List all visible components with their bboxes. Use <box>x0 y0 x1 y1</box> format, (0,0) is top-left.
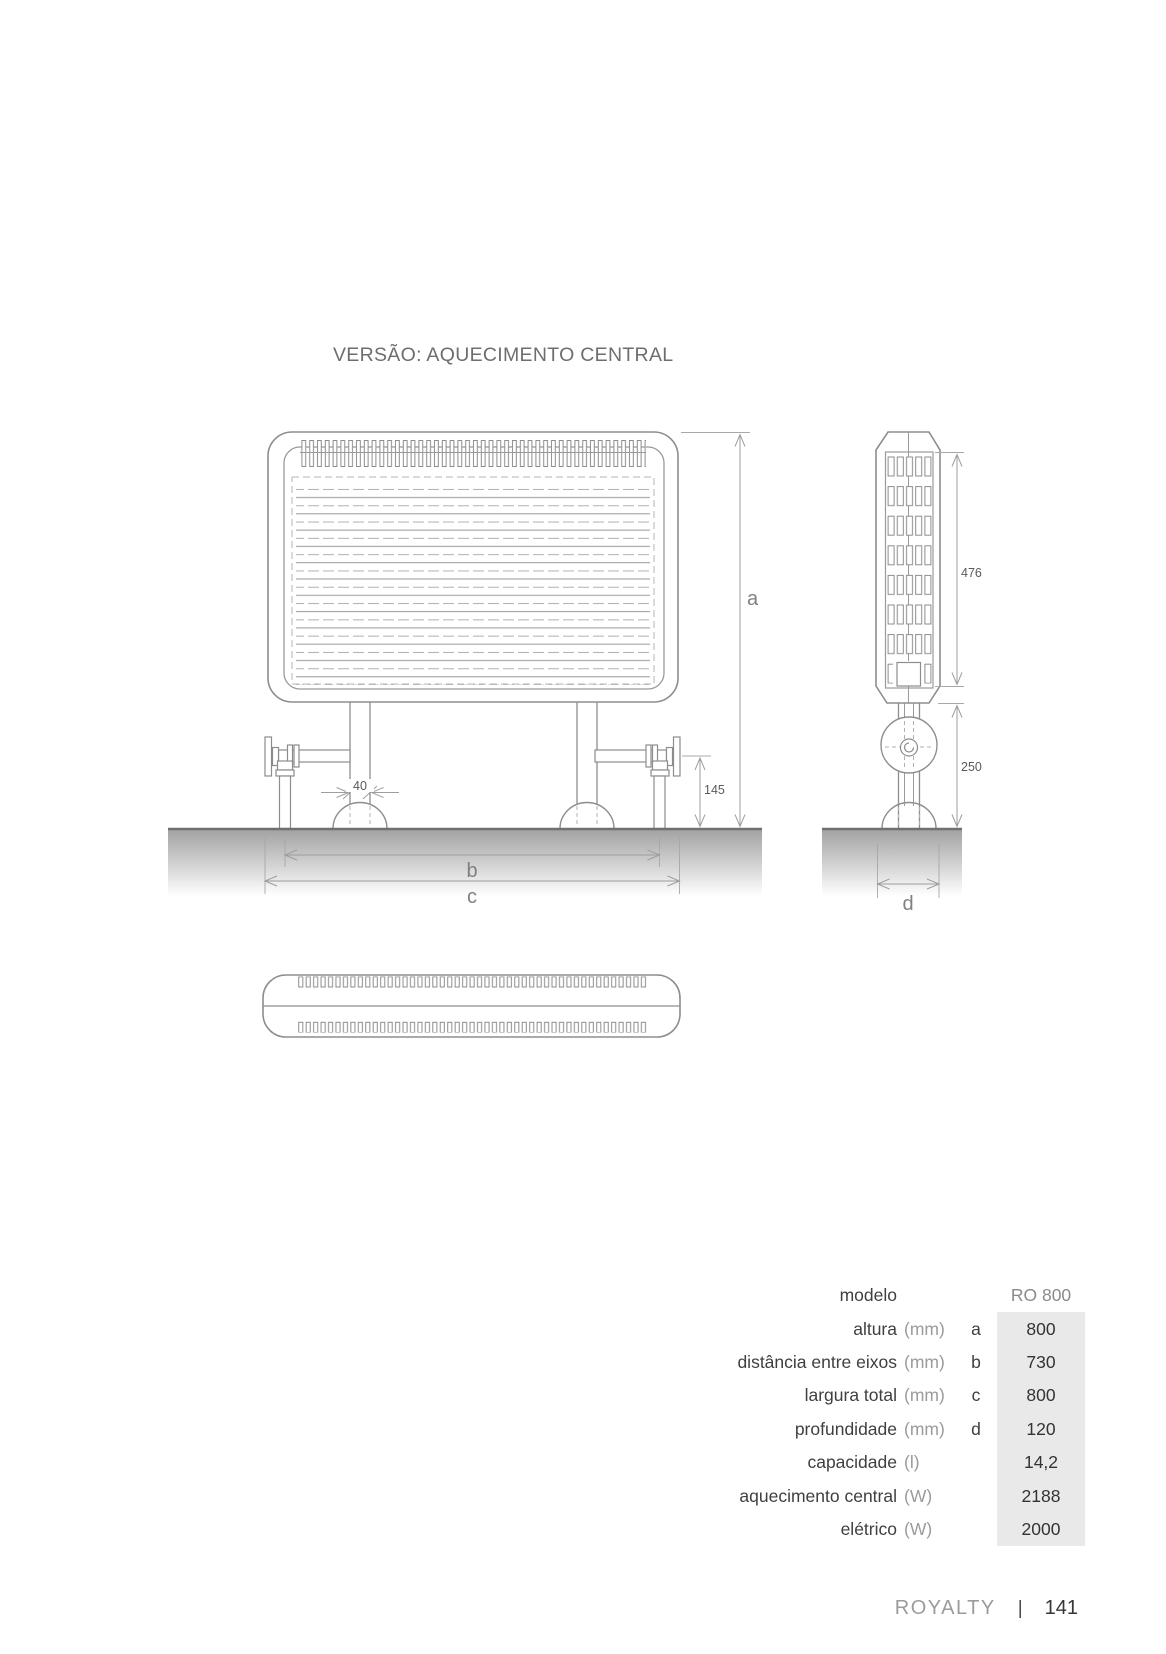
spec-row-letter <box>955 1479 997 1512</box>
spec-row-letter <box>955 1513 997 1546</box>
spec-row-letter: a <box>971 1318 981 1339</box>
spec-header-unit <box>897 1279 955 1312</box>
front-grille-slats <box>300 440 646 467</box>
dim-label-476: 476 <box>961 566 982 580</box>
footer-page-number: 141 <box>1044 1597 1078 1619</box>
page-title: VERSÃO: AQUECIMENTO CENTRAL <box>333 344 674 366</box>
dim-label-a: a <box>747 588 759 610</box>
spec-row-letter: d <box>971 1418 981 1439</box>
footer-separator: | <box>1017 1598 1023 1619</box>
dim-pipe-height <box>682 756 725 827</box>
spec-row-unit: (W) <box>904 1485 933 1506</box>
spec-row-unit: (mm) <box>904 1385 945 1406</box>
spec-row-unit: (mm) <box>904 1418 945 1439</box>
dim-label-b: b <box>466 860 478 882</box>
spec-row-unit: (mm) <box>904 1318 945 1339</box>
spec-row-label: profundidade <box>794 1418 897 1439</box>
spec-row-label: altura <box>853 1318 897 1339</box>
dim-leg-height <box>938 704 982 827</box>
side-ground-shading <box>822 830 962 896</box>
spec-row-label: distância entre eixos <box>737 1351 897 1372</box>
footer-brand: ROYALTY <box>894 1597 996 1619</box>
front-ground-shading <box>168 830 762 896</box>
spec-row-value: 2188 <box>997 1479 1085 1512</box>
dim-label-145: 145 <box>704 783 725 797</box>
top-view-teeth-front <box>297 977 647 988</box>
dim-leg-width <box>321 779 399 799</box>
top-view-teeth-back <box>297 1022 647 1033</box>
spec-row-value: 120 <box>997 1413 1085 1446</box>
radiator-fins <box>296 486 650 685</box>
spec-row-value: 800 <box>997 1312 1085 1345</box>
side-vent-grid <box>887 457 933 684</box>
spec-header-letter <box>955 1279 997 1312</box>
dim-label-250: 250 <box>961 760 982 774</box>
spec-row-unit: (mm) <box>904 1351 945 1372</box>
spec-row-label: capacidade <box>807 1452 897 1473</box>
spec-row-label: aquecimento central <box>739 1485 897 1506</box>
dim-label-c: c <box>467 886 477 908</box>
spec-header-label: modelo <box>839 1285 897 1306</box>
page-footer <box>895 1597 1078 1620</box>
spec-row-value: 800 <box>997 1379 1085 1412</box>
spec-row-letter: c <box>971 1385 981 1406</box>
side-foot-dome <box>882 803 936 829</box>
spec-row-value: 14,2 <box>997 1446 1085 1479</box>
spec-table <box>640 1279 1085 1546</box>
front-legs <box>350 703 597 805</box>
spec-row-unit: (W) <box>904 1518 933 1539</box>
spec-row-letter <box>955 1446 997 1479</box>
spec-row-label: largura total <box>804 1385 897 1406</box>
side-valve-knob <box>901 739 918 756</box>
left-foot-dome <box>333 803 387 829</box>
spec-row-letter: b <box>971 1351 981 1372</box>
side-bottom-box <box>897 663 921 687</box>
spec-row-value: 2000 <box>997 1513 1085 1546</box>
right-foot-dome <box>560 803 614 829</box>
dim-label-d: d <box>902 893 914 915</box>
dim-grille-height <box>935 453 982 687</box>
front-view <box>168 432 762 908</box>
spec-row-unit: (l) <box>904 1452 920 1473</box>
side-view <box>822 432 982 915</box>
dim-label-40: 40 <box>353 779 367 793</box>
spec-header-value: RO 800 <box>1010 1285 1072 1306</box>
top-view <box>263 975 680 1037</box>
dim-total-height <box>681 433 759 827</box>
spec-row-label: elétrico <box>840 1518 897 1539</box>
spec-row-value: 730 <box>997 1346 1085 1379</box>
